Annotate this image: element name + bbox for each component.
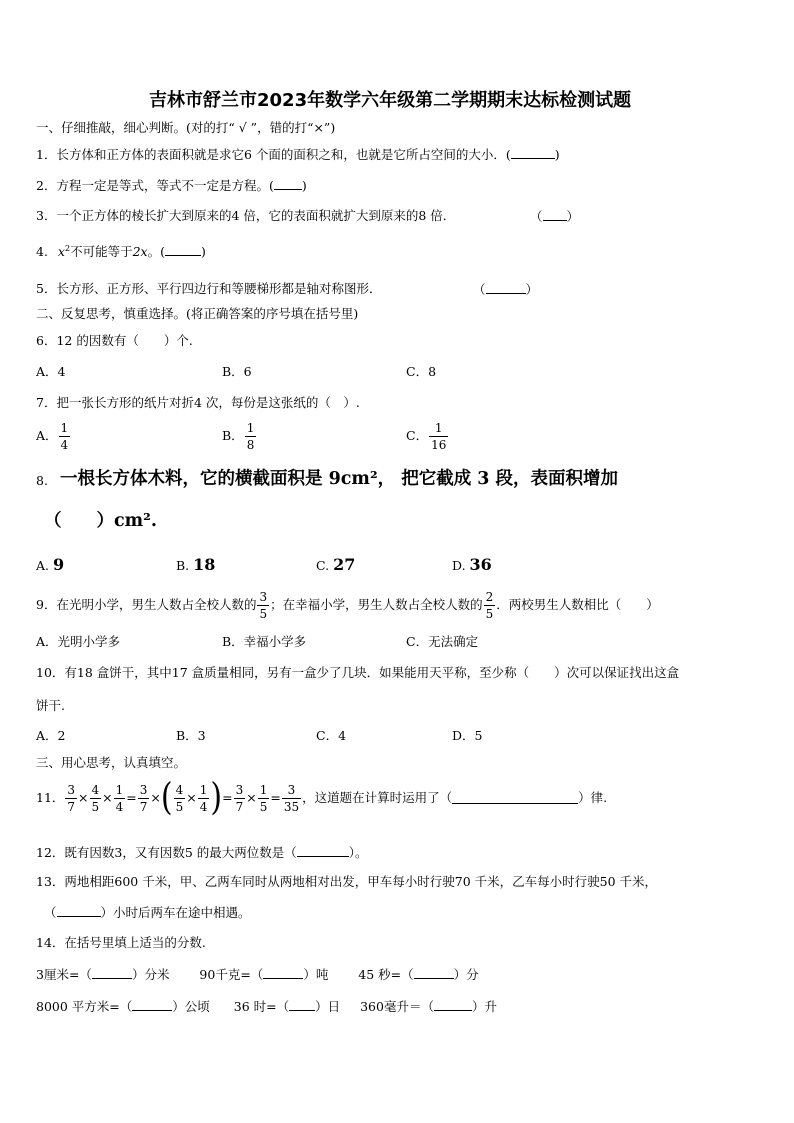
fraction: $\frac{1}{16}$	[431, 421, 447, 452]
option-b[interactable]: B．6	[222, 364, 252, 379]
answer-blank[interactable]	[543, 210, 567, 221]
paren-close: )	[554, 147, 560, 162]
question-11-equation: 11． $\frac{3}{7}$ × $\frac{4}{5}$ × $\frac{1}{4}$ = $\frac{3}{7}$ × ( $\frac{4}{5}$ × $\frac{1}{4}$ ) = $\frac{3}{7}$ × $\frac{1}{5}$ = $\frac{3}{35}$ ，这道题在计算时运用了（ ）律.	[36, 775, 608, 820]
option-a[interactable]: A．2	[36, 728, 66, 743]
option-c[interactable]: C．无法确定	[406, 634, 479, 649]
option-c[interactable]: C． $\frac{1}{16}$	[406, 421, 447, 452]
question-8-line-2: （ ）cm².	[44, 511, 157, 531]
option-b[interactable]: B．幸福小学多	[222, 634, 307, 649]
question-3	[36, 210, 455, 223]
option-a[interactable]: A．光明小学多	[36, 634, 121, 649]
left-paren-glyph: (	[160, 775, 173, 820]
exponent: 2	[64, 244, 71, 253]
fraction: $\frac{1}{4}$	[60, 421, 69, 452]
question-13-line-2: （ ）小时后两车在途中相遇。	[44, 905, 251, 920]
question-1	[36, 148, 560, 162]
question-10-line-2: 饼干.	[36, 698, 65, 713]
option-d[interactable]: D．5	[452, 728, 483, 743]
fraction: $\frac{1}{5}$	[259, 782, 268, 814]
answer-blank[interactable]	[297, 846, 349, 857]
answer-blank[interactable]	[57, 906, 101, 917]
option-c[interactable]: C. 27	[316, 555, 356, 574]
option-d[interactable]: D. 36	[452, 555, 492, 574]
option-a[interactable]: A．4	[36, 364, 66, 379]
variable-x: x	[57, 244, 65, 260]
question-10-line-1: 10．有18 盒饼干，其中17 盒质量相同，另有一盒少了几块．如果能用天平称，至少称（ ）次可以保证找出这盒	[36, 665, 680, 680]
paren-close: )	[301, 178, 307, 193]
conversion-row-1: 3厘米=（ ）分米 90千克=（ ）吨 45 秒=（ ）分	[36, 967, 479, 982]
option-b[interactable]: B． $\frac{1}{8}$	[222, 421, 255, 452]
section-heading-3: 三、用心思考，认真填空。	[36, 755, 187, 770]
question-8-line-1: 一根长方体木料，它的横截面积是 9cm²， 把它截成 3 段，表面积增加	[60, 469, 619, 489]
answer-blank[interactable]	[486, 283, 526, 294]
question-3-answer: （ ）	[530, 209, 580, 224]
fraction: $\frac{3}{7}$	[235, 782, 244, 814]
question-5-text: 5．长方形、正方形、平行四边行和等腰梯形都是轴对称图形．	[36, 281, 382, 296]
section-heading-2: 二、反复思考，慎重选择。(将正确答案的序号填在括号里)	[36, 306, 359, 321]
fraction: $\frac{1}{8}$	[246, 421, 255, 452]
question-7-stem: 7．把一张长方形的纸片对折4 次，每份是这张纸的（ ）.	[36, 395, 360, 410]
question-9-stem: 9．在光明小学，男生人数占全校人数的 $\frac{3}{5}$ ；在幸福小学，男生人数占全校人数的 $\frac{2}{5}$ ．两校男生人数相比（ ）	[36, 590, 659, 621]
option-b[interactable]: B．3	[176, 728, 206, 743]
fraction: $\frac{1}{4}$	[115, 782, 124, 814]
fraction: $\frac{4}{5}$	[175, 782, 184, 814]
question-8-number: 8.	[36, 473, 48, 488]
right-paren-glyph: )	[210, 775, 223, 820]
fraction: $\frac{3}{35}$	[283, 782, 300, 814]
answer-blank[interactable]	[132, 1000, 172, 1011]
question-2-text: 2．方程一定是等式，等式不一定是方程。(	[36, 178, 274, 193]
question-3-text: 3．一个正方体的棱长扩大到原来的4 倍，它的表面积就扩大到原来的8 倍．	[36, 208, 456, 223]
fraction: $\frac{4}{5}$	[91, 782, 100, 814]
question-2	[36, 179, 307, 193]
answer-blank[interactable]	[289, 1000, 315, 1011]
answer-blank[interactable]	[274, 179, 302, 190]
option-a[interactable]: A． $\frac{1}{4}$	[36, 421, 69, 452]
expression-2x: 2x	[132, 244, 148, 260]
question-1-text: 1．长方体和正方体的表面积就是求它6 个面的面积之和，也就是它所占空间的大小．(	[36, 147, 511, 162]
question-12: 12．既有因数3，又有因数5 的最大两位数是（ ）。	[36, 845, 368, 860]
answer-blank[interactable]	[414, 968, 454, 979]
option-c[interactable]: C．8	[406, 364, 437, 379]
option-b[interactable]: B. 18	[176, 555, 216, 574]
fraction: $\frac{2}{5}$	[485, 590, 494, 621]
option-c[interactable]: C．4	[316, 728, 347, 743]
fraction: $\frac{1}{4}$	[199, 782, 208, 814]
answer-blank[interactable]	[263, 968, 303, 979]
fraction: $\frac{3}{5}$	[259, 590, 268, 621]
question-5	[36, 283, 381, 296]
answer-blank[interactable]	[511, 148, 555, 159]
question-6-stem: 6．12 的因数有（ ）个.	[36, 333, 193, 348]
conversion-row-2: 8000 平方米=（ ）公顷 36 时=（ ）日 360毫升＝（ ）升	[36, 999, 497, 1014]
answer-blank[interactable]	[434, 1000, 472, 1011]
fraction: $\frac{3}{7}$	[139, 782, 148, 814]
question-14-stem: 14．在括号里填上适当的分数.	[36, 935, 206, 950]
question-5-answer: （ ）	[473, 282, 539, 297]
answer-blank[interactable]	[452, 793, 578, 804]
section-heading-1: 一、仔细推敲，细心判断。(对的打“ √ ”，错的打“×”)	[36, 120, 336, 135]
question-13-line-1: 13．两地相距600 千米，甲、乙两车同时从两地相对出发，甲车每小时行驶70 千米，乙车每小时行驶50 千米，	[36, 874, 657, 889]
answer-blank[interactable]	[92, 968, 132, 979]
option-a[interactable]: A. 9	[36, 555, 65, 574]
question-4: 4. $x^2$不可能等于2x。( )	[36, 244, 206, 260]
page-title: 吉林市舒兰市2023年数学六年级第二学期期末达标检测试题	[149, 90, 632, 111]
answer-blank[interactable]	[165, 245, 201, 256]
fraction: $\frac{3}{7}$	[67, 782, 76, 814]
